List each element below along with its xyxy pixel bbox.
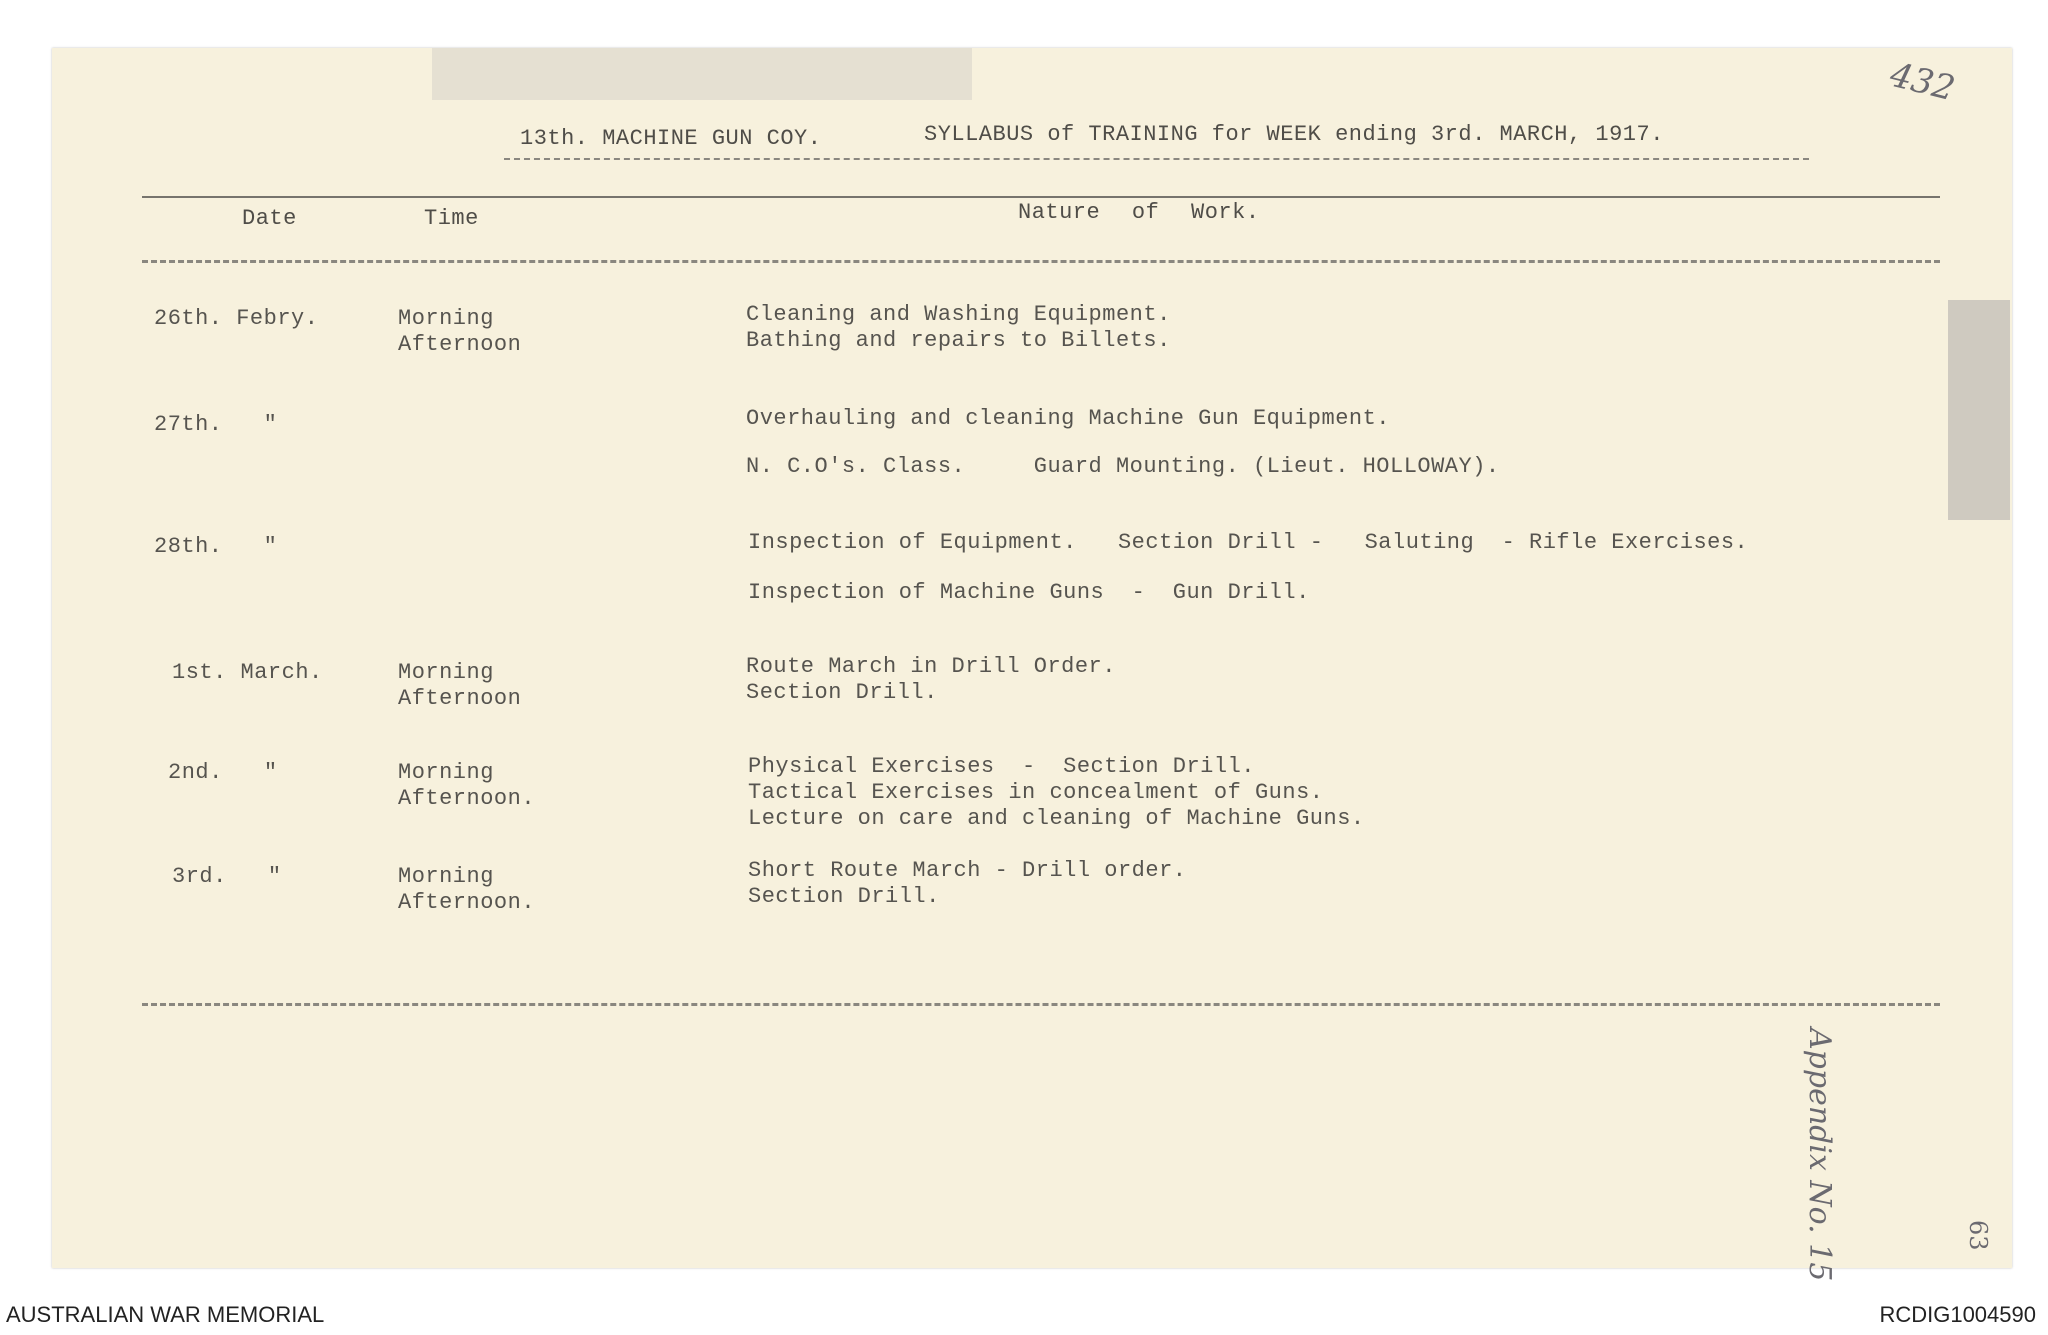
entry-date: 27th. " (154, 412, 278, 437)
entry-work: Physical Exercises - Section Drill. (748, 754, 1255, 779)
entry-date: 3rd. " (172, 864, 282, 889)
table-bottom-rule (142, 1003, 1940, 1006)
scan-shadow (432, 48, 972, 100)
column-header-time: Time (424, 206, 479, 231)
entry-work: Section Drill. (746, 680, 938, 705)
entry-work: Short Route March - Drill order. (748, 858, 1187, 883)
entry-work: Section Drill. (748, 884, 940, 909)
appendix-annotation: Appendix No. 15 (1802, 1028, 1837, 1282)
page-number-annotation: 432 (1886, 54, 1959, 110)
entry-work: Bathing and repairs to Billets. (746, 328, 1171, 353)
entry-date: 26th. Febry. (154, 306, 319, 331)
entry-work: Tactical Exercises in concealment of Guns. (748, 780, 1324, 805)
entry-work: Inspection of Machine Guns - Gun Drill. (748, 580, 1310, 605)
scan-side-tab (1948, 300, 2010, 520)
document-sheet (52, 48, 2012, 1282)
table-top-rule (142, 196, 1940, 198)
entry-work: Lecture on care and cleaning of Machine Guns. (748, 806, 1365, 831)
table-header-rule (142, 260, 1940, 263)
title-syllabus: SYLLABUS of TRAINING for WEEK ending 3rd. MARCH, 1917. (924, 122, 1664, 147)
entry-time: Afternoon. (398, 786, 536, 811)
title-unit: 13th. MACHINE GUN COY. (520, 126, 822, 151)
entry-time: Morning (398, 306, 494, 331)
entry-time: Afternoon. (398, 890, 536, 915)
entry-time: Afternoon (398, 686, 522, 711)
entry-time: Morning (398, 760, 494, 785)
title-underline (504, 158, 1809, 160)
entry-work: Cleaning and Washing Equipment. (746, 302, 1171, 327)
folio-number-annotation: 63 (1964, 1220, 1992, 1251)
entry-time: Afternoon (398, 332, 522, 357)
entry-time: Morning (398, 660, 494, 685)
entry-date: 28th. " (154, 534, 278, 559)
footer-archive-name: AUSTRALIAN WAR MEMORIAL (6, 1302, 325, 1327)
column-header-date: Date (242, 206, 297, 231)
footer-record-id: RCDIG1004590 (1879, 1302, 2036, 1327)
entry-work: Route March in Drill Order. (746, 654, 1116, 679)
column-header-work: Nature of Work. (1018, 200, 1260, 225)
entry-work: N. C.O's. Class. Guard Mounting. (Lieut. HOLLOWAY). (746, 454, 1500, 479)
entry-work: Inspection of Equipment. Section Drill - Saluting - Rifle Exercises. (748, 530, 1749, 555)
entry-date: 2nd. " (168, 760, 278, 785)
entry-date: 1st. March. (172, 660, 323, 685)
entry-time: Morning (398, 864, 494, 889)
entry-work: Overhauling and cleaning Machine Gun Equipment. (746, 406, 1391, 431)
